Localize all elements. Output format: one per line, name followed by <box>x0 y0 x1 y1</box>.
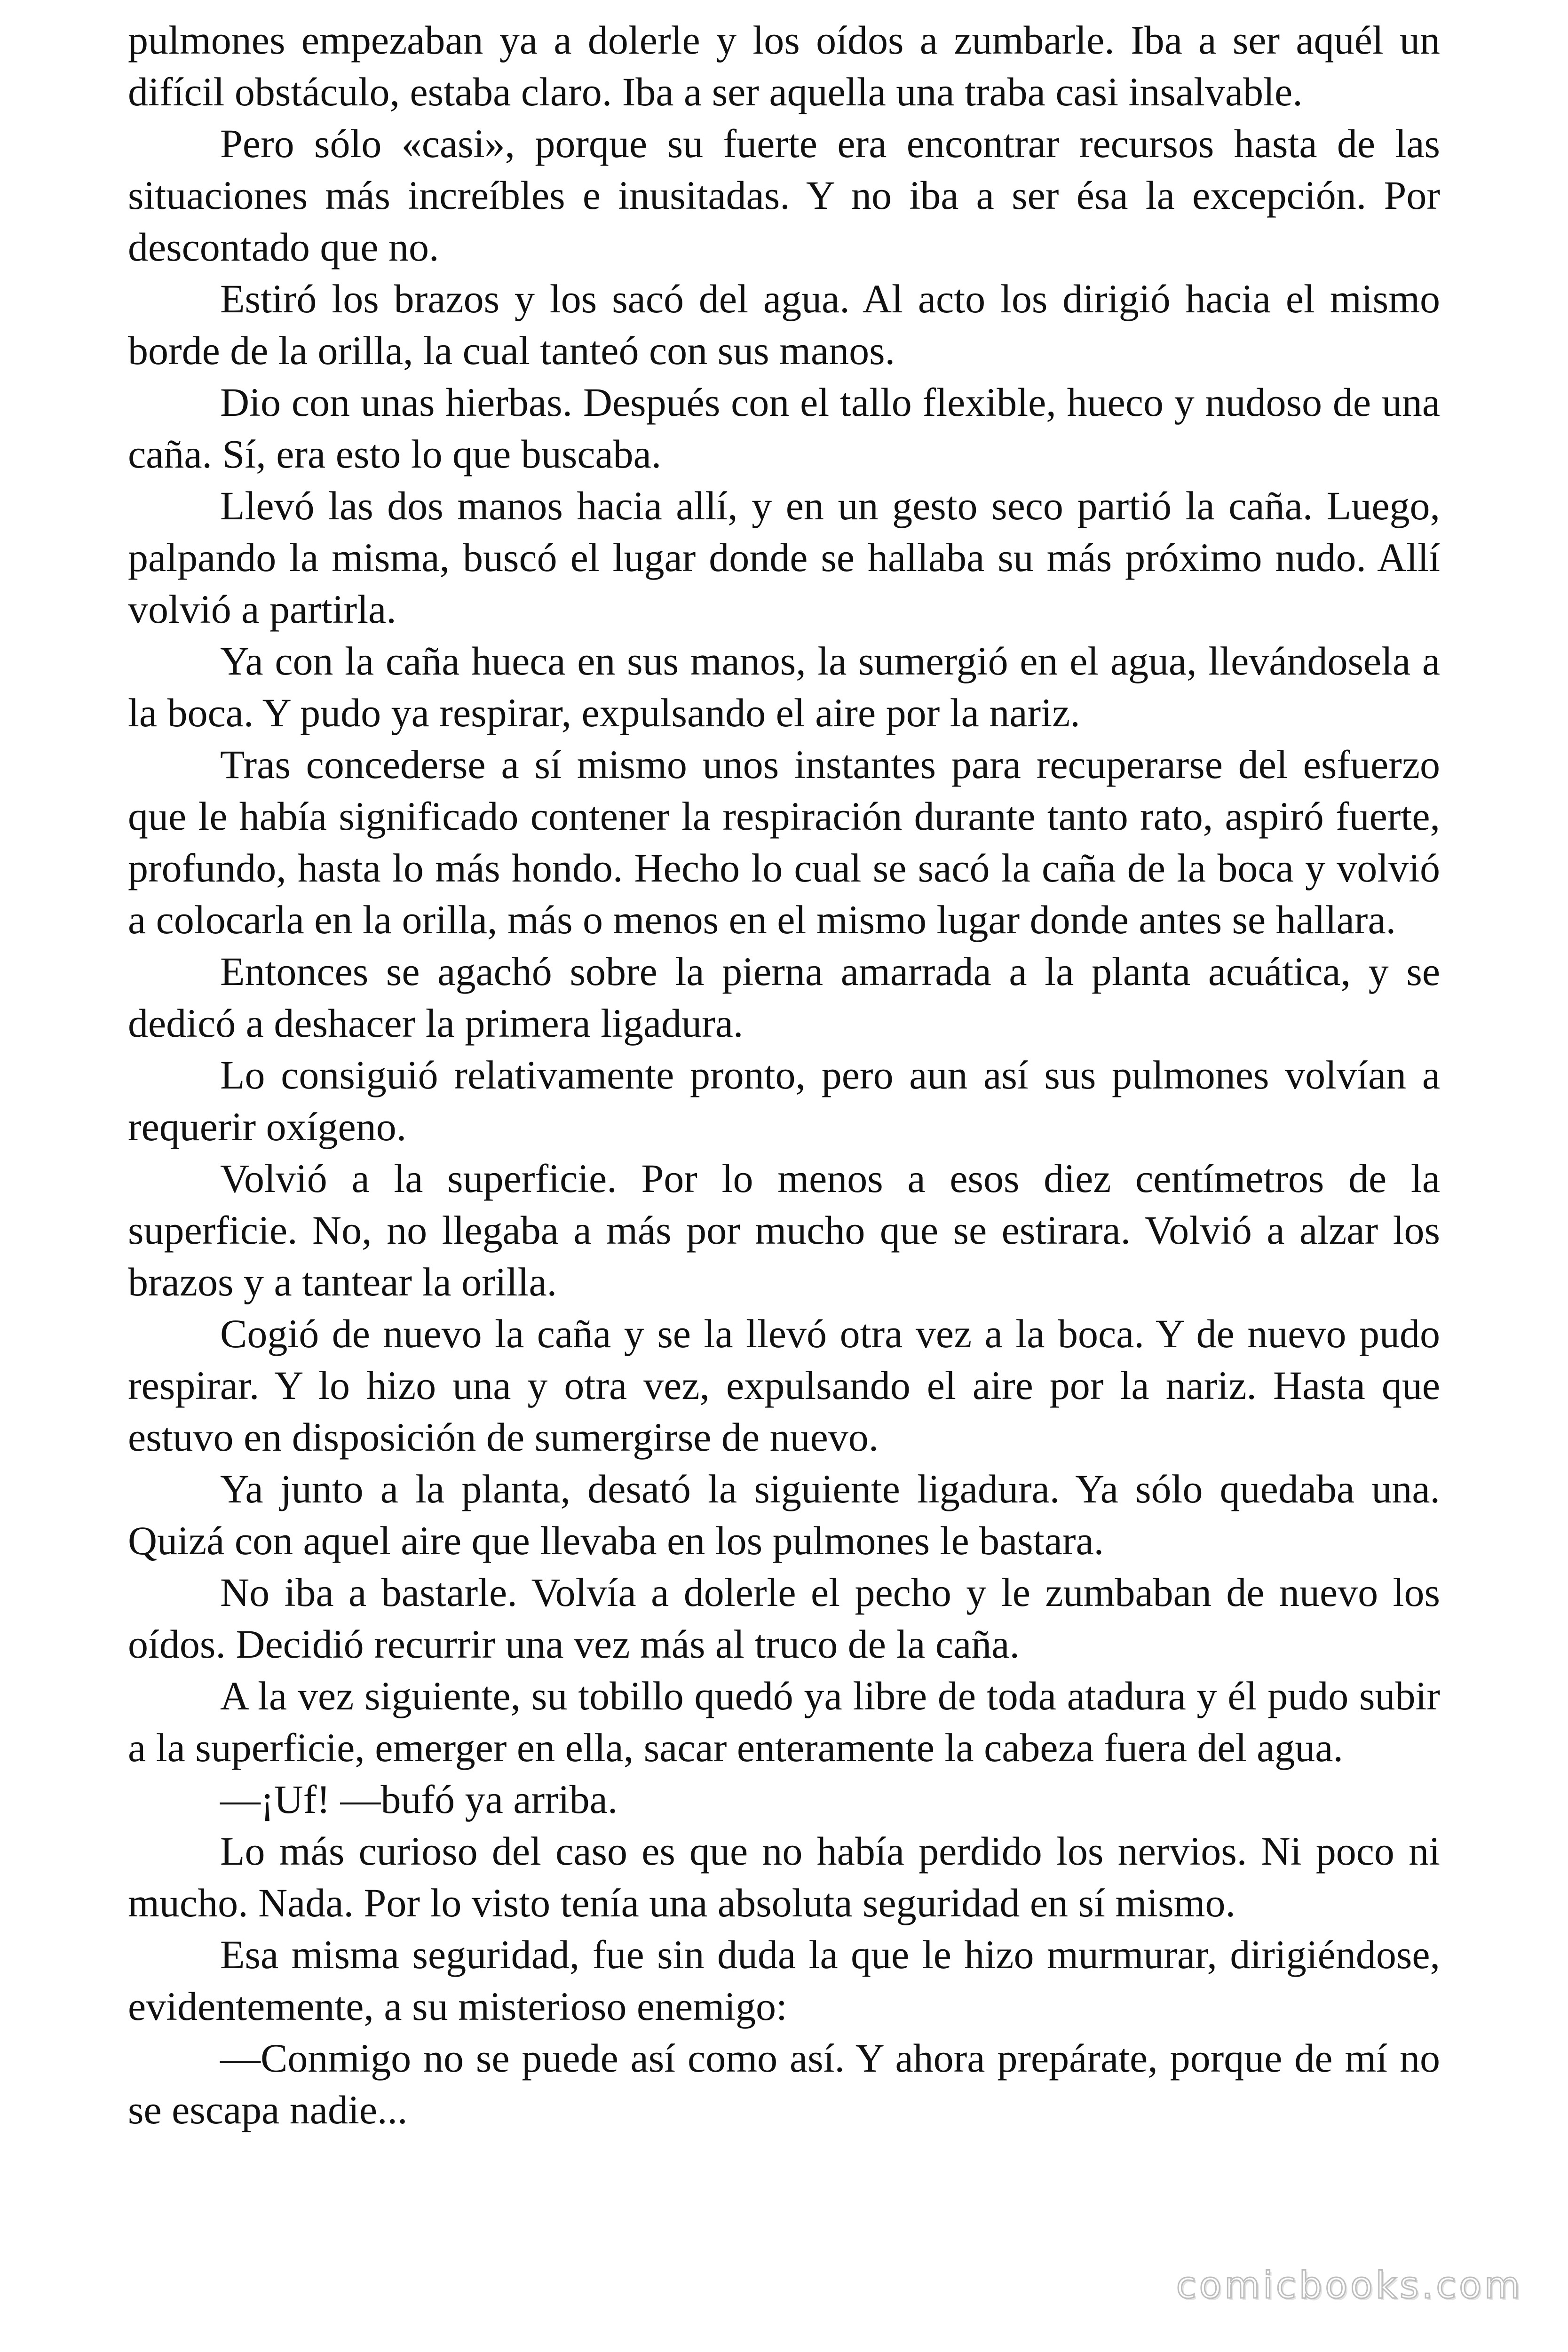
paragraph-4: Dio con unas hierbas. Después con el tallo flexible, hueco y nudoso de una caña. Sí, era esto lo que buscaba. <box>128 380 1440 477</box>
paragraph-8: Entonces se agachó sobre la pierna amarrada a la planta acuática, y se dedicó a deshacer la primera ligadura. <box>128 949 1440 1046</box>
paragraph-3: Estiró los brazos y los sacó del agua. Al acto los dirigió hacia el mismo borde de la orilla, la cual tanteó con sus manos. <box>128 276 1440 373</box>
paragraph-13: No iba a bastarle. Volvía a dolerle el pecho y le zumbaban de nuevo los oídos. Decidió recurrir una vez más al truco de la caña. <box>128 1570 1440 1667</box>
paragraph-2: Pero sólo «casi», porque su fuerte era encontrar recursos hasta de las situaciones más increíbles e inusitadas. Y no iba a ser ésa la excepción. Por descontado que no. <box>128 121 1440 270</box>
paragraph-17: Esa misma seguridad, fue sin duda la que le hizo murmurar, dirigiéndose, evidentemente, a su misterioso enemigo: <box>128 1932 1440 2029</box>
paragraph-14: A la vez siguiente, su tobillo quedó ya libre de toda atadura y él pudo subir a la superficie, emerger en ella, sacar enteramente la cabeza fuera del agua. <box>128 1673 1440 1770</box>
paragraph-16: Lo más curioso del caso es que no había perdido los nervios. Ni poco ni mucho. Nada. Por lo visto tenía una absoluta seguridad en sí mismo. <box>128 1828 1440 1925</box>
watermark-text: comicbooks.com <box>1176 2265 1523 2307</box>
paragraph-11: Cogió de nuevo la caña y se la llevó otra vez a la boca. Y de nuevo pudo respirar. Y lo hizo una y otra vez, expulsando el aire por la nariz. Hasta que estuvo en disposición de sumergirse de nuevo. <box>128 1311 1440 1460</box>
paragraph-12: Ya junto a la planta, desató la siguiente ligadura. Ya sólo quedaba una. Quizá con aquel aire que llevaba en los pulmones le bastara. <box>128 1466 1440 1563</box>
paragraph-5: Llevó las dos manos hacia allí, y en un gesto seco partió la caña. Luego, palpando la misma, buscó el lugar donde se hallaba su más próximo nudo. Allí volvió a partirla. <box>128 483 1440 632</box>
paragraph-1: pulmones empezaban ya a dolerle y los oídos a zumbarle. Iba a ser aquél un difícil obstáculo, estaba claro. Iba a ser aquella una traba casi insalvable. <box>128 17 1440 114</box>
paragraph-6: Ya con la caña hueca en sus manos, la sumergió en el agua, llevándosela a la boca. Y pudo ya respirar, expulsando el aire por la nariz. <box>128 638 1440 735</box>
paragraph-7: Tras concederse a sí mismo unos instantes para recuperarse del esfuerzo que le había significado contener la respiración durante tanto rato, aspiró fuerte, profundo, hasta lo más hondo. Hecho lo cual se sacó la caña de la boca y volvió a colocarla en la orilla, más o menos en el mismo lugar donde antes se hallara. <box>128 742 1440 942</box>
paragraph-18: —Conmigo no se puede así como así. Y ahora prepárate, porque de mí no se escapa nadie... <box>128 2035 1440 2132</box>
page-body <box>128 14 1440 2136</box>
paragraph-9: Lo consiguió relativamente pronto, pero aun así sus pulmones volvían a requerir oxígeno. <box>128 1052 1440 1149</box>
paragraph-15: —¡Uf! —bufó ya arriba. <box>220 1777 618 1822</box>
paragraph-10: Volvió a la superficie. Por lo menos a esos diez centímetros de la superficie. No, no llegaba a más por mucho que se estirara. Volvió a alzar los brazos y a tantear la orilla. <box>128 1156 1440 1304</box>
